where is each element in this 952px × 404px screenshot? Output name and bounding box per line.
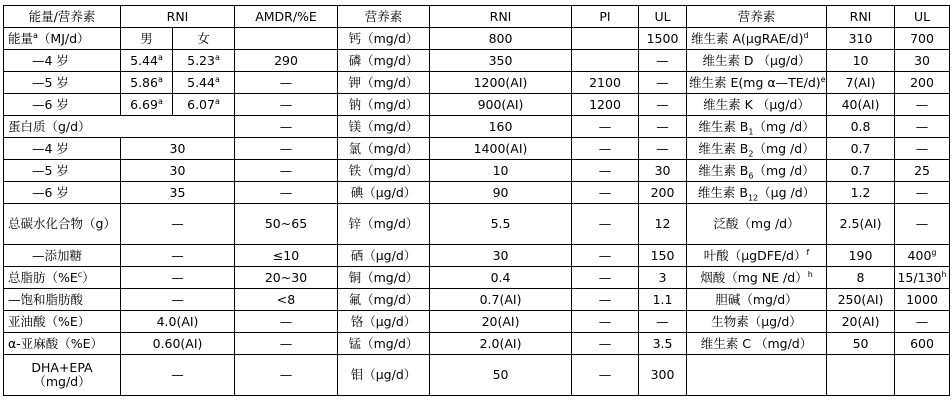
female-header-cell: 女 xyxy=(173,28,235,50)
vitamin-cell: 烟酸（mg NE /d）$^h$ xyxy=(687,267,827,289)
ul-cell: 30 xyxy=(639,160,687,182)
vitamin-cell: 维生素 $B_{12}(\mu g$ /d） xyxy=(687,182,827,204)
mineral-cell: 铁（mg/d） xyxy=(338,160,430,182)
table-row xyxy=(4,182,950,204)
table-row xyxy=(4,311,950,333)
amdr-cell: — xyxy=(235,355,338,396)
rni-cell: 10 xyxy=(430,160,572,182)
header-cell: 能量/营养素 xyxy=(4,6,121,28)
protein-rni-cell: 30 xyxy=(121,138,235,160)
ul-cell: 200 xyxy=(639,182,687,204)
macronutrient-rni-cell: — xyxy=(121,289,235,311)
ul-cell: — xyxy=(639,50,687,72)
protein-label-cell: 蛋白质（g/d） xyxy=(4,116,235,138)
macronutrient-rni-cell: 0.60(AI) xyxy=(121,333,235,355)
rni-cell: 20(AI) xyxy=(430,311,572,333)
pi-cell xyxy=(572,28,639,50)
rni-cell: 50 xyxy=(827,333,895,355)
amdr-cell: — xyxy=(235,72,338,94)
ul-cell: 1500 xyxy=(639,28,687,50)
vitamin-cell xyxy=(687,355,827,396)
rni-cell: 1.2 xyxy=(827,182,895,204)
vitamin-cell: 维生素 D （µg/d） xyxy=(687,50,827,72)
header-cell: UL xyxy=(639,6,687,28)
rni-cell: 900(AI) xyxy=(430,94,572,116)
pi-cell: — xyxy=(572,116,639,138)
rni-cell: 160 xyxy=(430,116,572,138)
header-cell: 营养素 xyxy=(338,6,430,28)
vitamin-cell: 维生素 E(mg α—TE/d)$^e$ xyxy=(687,72,827,94)
rni-cell: 50 xyxy=(430,355,572,396)
mineral-cell: 钾（mg/d） xyxy=(338,72,430,94)
ul-cell: — xyxy=(639,94,687,116)
vitamin-cell: 维生素 $B_1(mg$ /d） xyxy=(687,116,827,138)
table-row xyxy=(4,138,950,160)
amdr-cell: ≤10 xyxy=(235,245,338,267)
vitamin-cell: 泛酸（mg /d） xyxy=(687,204,827,245)
age-cell: —6 岁 xyxy=(4,94,121,116)
rni-cell: 190 xyxy=(827,245,895,267)
ul-cell: 150 xyxy=(639,245,687,267)
ul-cell: 25 xyxy=(895,160,950,182)
ul-cell: — xyxy=(895,138,950,160)
ul-cell: 30 xyxy=(895,50,950,72)
vitamin-cell: 维生素 A(µgRAE/d)$^d$ xyxy=(687,28,827,50)
pi-cell: 2100 xyxy=(572,72,639,94)
rni-cell: 90 xyxy=(430,182,572,204)
ul-cell: 700 xyxy=(895,28,950,50)
ul-cell: — xyxy=(895,116,950,138)
amdr-cell: — xyxy=(235,138,338,160)
rni-cell: 350 xyxy=(430,50,572,72)
rni-cell: 7(AI) xyxy=(827,72,895,94)
table-row xyxy=(4,72,950,94)
pi-cell: — xyxy=(572,204,639,245)
pi-cell: — xyxy=(572,311,639,333)
rni-cell: 0.7(AI) xyxy=(430,289,572,311)
rni-cell: 20(AI) xyxy=(827,311,895,333)
pi-cell: — xyxy=(572,138,639,160)
amdr-cell: — xyxy=(235,160,338,182)
rni-cell: 10 xyxy=(827,50,895,72)
ul-cell: 3 xyxy=(639,267,687,289)
mineral-cell: 氟（mg/d） xyxy=(338,289,430,311)
vitamin-cell: 叶酸（µgDFE/d）$^f$ xyxy=(687,245,827,267)
mineral-cell: 硒（µg/d） xyxy=(338,245,430,267)
macronutrient-label-cell: —饱和脂肪酸 xyxy=(4,289,121,311)
mineral-cell: 钙（mg/d） xyxy=(338,28,430,50)
pi-cell: — xyxy=(572,160,639,182)
macronutrient-rni-cell: 4.0(AI) xyxy=(121,311,235,333)
vitamin-cell: 维生素 $B_2(mg$ /d） xyxy=(687,138,827,160)
mineral-cell: 钼（µg/d） xyxy=(338,355,430,396)
rni-cell: 0.4 xyxy=(430,267,572,289)
ul-cell: 3.5 xyxy=(639,333,687,355)
ul-cell: 600 xyxy=(895,333,950,355)
mineral-cell: 碘（µg/d） xyxy=(338,182,430,204)
mineral-cell: 铜（mg/d） xyxy=(338,267,430,289)
ul-cell: — xyxy=(639,72,687,94)
macronutrient-label-cell: 总脂肪$(\%E^c)$ xyxy=(4,267,121,289)
rni-cell: 40(AI) xyxy=(827,94,895,116)
header-cell: 营养素 xyxy=(687,6,827,28)
amdr-cell: — xyxy=(235,116,338,138)
amdr-cell xyxy=(235,28,338,50)
header-cell: AMDR/%E xyxy=(235,6,338,28)
mineral-cell: 氯（mg/d） xyxy=(338,138,430,160)
header-cell: RNI xyxy=(430,6,572,28)
pi-cell: — xyxy=(572,267,639,289)
amdr-cell: — xyxy=(235,311,338,333)
macronutrient-label-cell: 总碳水化合物（g） xyxy=(4,204,121,245)
macronutrient-rni-cell: — xyxy=(121,245,235,267)
header-cell: UL xyxy=(895,6,950,28)
mineral-cell: 锌（mg/d） xyxy=(338,204,430,245)
table-row xyxy=(4,267,950,289)
rni-cell xyxy=(827,355,895,396)
age-cell: —4 岁 xyxy=(4,50,121,72)
energy-male-cell: 6.69$^a$ xyxy=(121,94,173,116)
rni-cell: 0.7 xyxy=(827,138,895,160)
protein-rni-cell: 35 xyxy=(121,182,235,204)
ul-cell: — xyxy=(895,182,950,204)
amdr-cell: <8 xyxy=(235,289,338,311)
rni-cell: 5.5 xyxy=(430,204,572,245)
amdr-cell: — xyxy=(235,333,338,355)
pi-cell: — xyxy=(572,182,639,204)
protein-rni-cell: 30 xyxy=(121,160,235,182)
amdr-cell: — xyxy=(235,182,338,204)
table-row xyxy=(4,355,950,396)
rni-cell: 0.7 xyxy=(827,160,895,182)
rni-cell: 30 xyxy=(430,245,572,267)
ul-cell: 1.1 xyxy=(639,289,687,311)
pi-cell: 1200 xyxy=(572,94,639,116)
mineral-cell: 钠（mg/d） xyxy=(338,94,430,116)
macronutrient-rni-cell: — xyxy=(121,267,235,289)
mineral-cell: 磷（mg/d） xyxy=(338,50,430,72)
ul-cell: 200 xyxy=(895,72,950,94)
vitamin-cell: 维生素 C （mg/d） xyxy=(687,333,827,355)
energy-female-cell: 5.23$^a$ xyxy=(173,50,235,72)
macronutrient-label-cell: —添加糖 xyxy=(4,245,121,267)
table-row xyxy=(4,116,950,138)
ul-cell: 15/130$^h$ xyxy=(895,267,950,289)
vitamin-cell: 维生素 K （µg/d） xyxy=(687,94,827,116)
age-cell: —5 岁 xyxy=(4,160,121,182)
table-row xyxy=(4,204,950,245)
macronutrient-label-cell: α-亚麻酸（%E） xyxy=(4,333,121,355)
mineral-cell: 镁（mg/d） xyxy=(338,116,430,138)
vitamin-cell: 生物素（µg/d） xyxy=(687,311,827,333)
rni-cell: 250(AI) xyxy=(827,289,895,311)
amdr-cell: — xyxy=(235,94,338,116)
table-header-row xyxy=(4,6,950,28)
rni-cell: 2.0(AI) xyxy=(430,333,572,355)
table-row xyxy=(4,333,950,355)
amdr-cell: 290 xyxy=(235,50,338,72)
ul-cell: 300 xyxy=(639,355,687,396)
pi-cell xyxy=(572,50,639,72)
rni-cell: 1200(AI) xyxy=(430,72,572,94)
vitamin-cell: 维生素 $B_6(mg$ /d） xyxy=(687,160,827,182)
table-row xyxy=(4,245,950,267)
age-cell: —4 岁 xyxy=(4,138,121,160)
pi-cell: — xyxy=(572,355,639,396)
ul-cell: 1000 xyxy=(895,289,950,311)
ul-cell: — xyxy=(895,204,950,245)
energy-male-cell: 5.44$^a$ xyxy=(121,50,173,72)
ul-cell: — xyxy=(639,116,687,138)
macronutrient-rni-cell: — xyxy=(121,204,235,245)
rni-cell: 0.8 xyxy=(827,116,895,138)
pi-cell: — xyxy=(572,245,639,267)
ul-cell: 12 xyxy=(639,204,687,245)
male-header-cell: 男 xyxy=(121,28,173,50)
rni-cell: 8 xyxy=(827,267,895,289)
table-row xyxy=(4,94,950,116)
age-cell: —5 岁 xyxy=(4,72,121,94)
age-cell: —6 岁 xyxy=(4,182,121,204)
header-cell: RNI xyxy=(827,6,895,28)
macronutrient-rni-cell: — xyxy=(121,355,235,396)
energy-male-cell: 5.86$^a$ xyxy=(121,72,173,94)
rni-cell: 800 xyxy=(430,28,572,50)
mineral-cell: 锰（mg/d） xyxy=(338,333,430,355)
ul-cell xyxy=(895,355,950,396)
ul-cell: — xyxy=(895,311,950,333)
ul-cell: — xyxy=(639,311,687,333)
vitamin-cell: 胆碱（mg/d） xyxy=(687,289,827,311)
pi-cell: — xyxy=(572,289,639,311)
table-row xyxy=(4,28,950,50)
header-cell: PI xyxy=(572,6,639,28)
pi-cell: — xyxy=(572,333,639,355)
macronutrient-label-cell: DHA+EPA（mg/d） xyxy=(4,355,121,396)
macronutrient-label-cell: 亚油酸（%E） xyxy=(4,311,121,333)
rni-cell: 1400(AI) xyxy=(430,138,572,160)
rni-cell: 2.5(AI) xyxy=(827,204,895,245)
ul-cell: — xyxy=(639,138,687,160)
ul-cell: 400$^g$ xyxy=(895,245,950,267)
header-cell: RNI xyxy=(121,6,235,28)
ul-cell: — xyxy=(895,94,950,116)
rni-cell: 310 xyxy=(827,28,895,50)
nutrient-reference-table xyxy=(3,5,950,396)
table-row xyxy=(4,160,950,182)
mineral-cell: 铬（µg/d） xyxy=(338,311,430,333)
amdr-cell: 20~30 xyxy=(235,267,338,289)
amdr-cell: 50~65 xyxy=(235,204,338,245)
energy-female-cell: 5.44$^a$ xyxy=(173,72,235,94)
energy-label-cell: 能量$^a$（MJ/d） xyxy=(4,28,121,50)
energy-female-cell: 6.07$^a$ xyxy=(173,94,235,116)
table-row xyxy=(4,50,950,72)
table-row xyxy=(4,289,950,311)
